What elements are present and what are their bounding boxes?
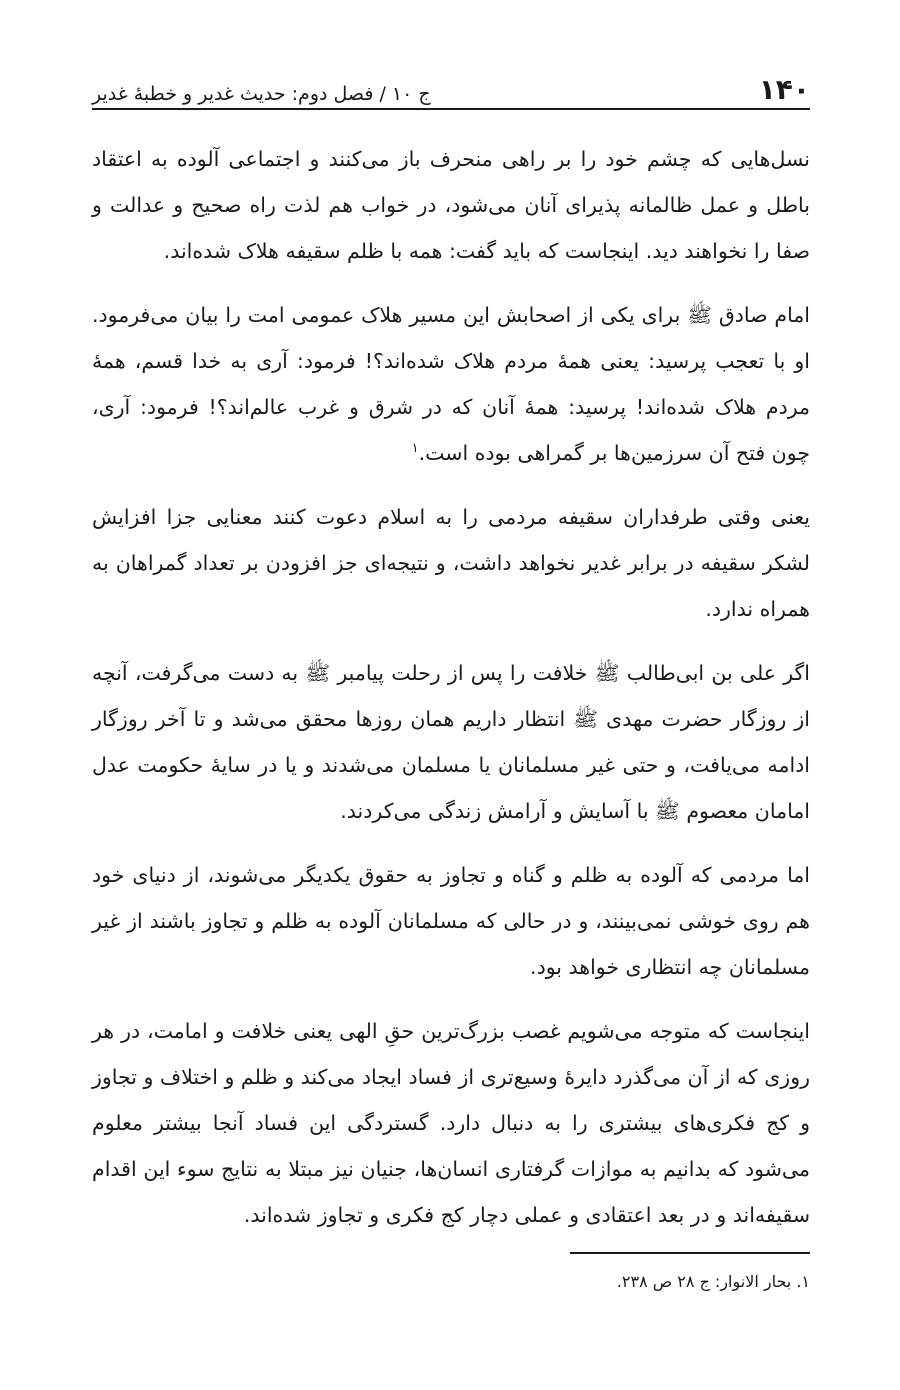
paragraph-6: اینجاست که متوجه می‌شویم غصب بزرگ‌ترین حقِ الهی یعنی خلافت و امامت، در هر روزی که از آن می‌گذرد دایرهٔ وسیع‌تری از فساد ایجاد می‌کند و ظلم و اختلاف و تجاوز و کج فکری‌های بیشتری را به دنبال دارد. گستردگی این فساد آنجا بیشتر معلوم می‌شود که بدانیم به موازات گرفتاری انسان‌ها، جنیان نیز مبتلا به نتایج سوء این اقدام سقیفه‌اند و در بعد اعتقادی و عملی دچار کج فکری و تجاوز شده‌اند. <box>92 1019 810 1227</box>
book-page <box>92 60 810 1256</box>
running-title: ج ۱۰ / فصل دوم: حدیث غدیر و خطبهٔ غدیر <box>92 83 431 105</box>
footnote-marker: ۱ <box>411 441 419 457</box>
body-text <box>92 136 810 1238</box>
paragraph-5: اما مردمی که آلوده به ظلم و گناه و تجاوز به حقوق یکدیگر می‌شوند، از دنیای خود هم روی خوشی نمی‌بینند، و در حالی که مسلمانان آلوده به ظلم و تجاوز باشند از غیر مسلمانان چه انتظاری خواهد بود. <box>92 863 810 979</box>
paragraph-4: اگر علی بن ابی‌طالب ﷺ خلافت را پس از رحلت پیامبر ﷺ به دست می‌گرفت، آنچه از روزگار حضرت مهدی ﷺ انتظار داریم همان روزها محقق می‌شد و تا آخر روزگار ادامه می‌یافت، و حتی غیر مسلمانان یا مسلمان می‌شدند و یا در سایهٔ حکومت عدل امامان معصوم ﷺ با آسایش و آرامش زندگی می‌کردند. <box>92 661 810 823</box>
paragraph-3: یعنی وقتی طرفداران سقیفه مردمی را به اسلام دعوت کنند معنایی جزا افزایش لشکر سقیفه در برابر غدیر نخواهد داشت، و نتیجه‌ای جز افزودن بر تعداد گمراهان به همراه ندارد. <box>92 505 810 621</box>
paragraph-2-text: امام صادق ﷺ برای یکی از اصحابش این مسیر هلاک عمومی امت را بیان می‌فرمود. او با تعجب پرسید: یعنی همهٔ مردم هلاک شده‌اند؟! فرمود: آری به خدا قسم، همهٔ مردم هلاک شده‌اند! پرسید: همهٔ آنان که در شرق و غرب عالم‌اند؟! فرمود: آری، چون فتح آن سرزمین‌ها بر گمراهی بوده است. <box>92 303 810 465</box>
footnote-divider <box>570 1252 810 1254</box>
page-number: ۱۴۰ <box>758 73 810 106</box>
paragraph-1: نسل‌هایی که چشم خود را بر راهی منحرف باز می‌کنند و اجتماعی آلوده به اعتقاد باطل و عمل ظالمانه پذیرای آنان می‌شود، در خواب هم لذت راه صحیح و عدالت و صفا را نخواهند دید. اینجاست که باید گفت: همه با ظلم سقیفه هلاک شده‌اند. <box>92 147 810 263</box>
page-header <box>92 60 810 110</box>
paragraph-2 <box>92 292 810 476</box>
footnote: ۱. بحار الانوار: ج ۲۸ ص ۲۳۸. <box>616 1272 810 1291</box>
